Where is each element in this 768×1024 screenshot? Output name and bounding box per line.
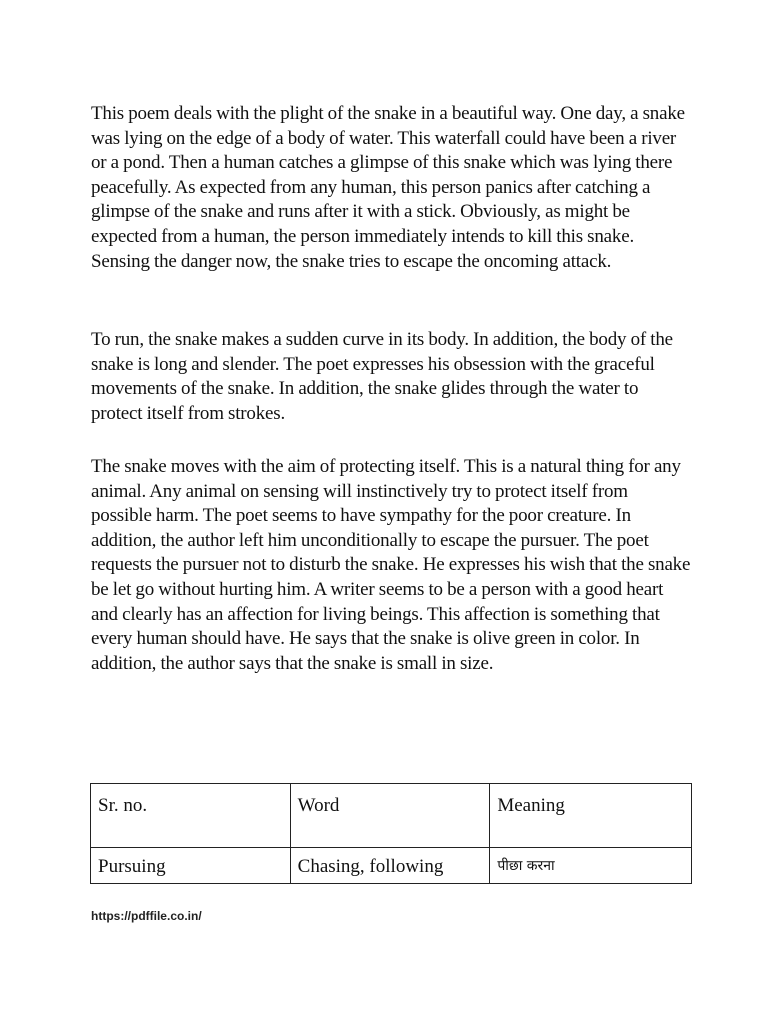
cell-word: Chasing, following (290, 848, 490, 884)
table-header-row (91, 784, 692, 848)
paragraph-summary-1: This poem deals with the plight of the snake in a beautiful way. One day, a snake was lying on the edge of a body of water. This waterfall could have been a river or a pond. Then a human catches a glimpse of this snake which was lying there peacefully. As expected from any human, this person panics after catching a glimpse of the snake and runs after it with a stick. Obviously, as might be expected from a human, the person immediately intends to kill this snake. Sensing the danger now, the snake tries to escape the oncoming attack. (91, 103, 685, 272)
header-sr-no: Sr. no. (91, 784, 291, 848)
header-meaning: Meaning (490, 784, 692, 848)
table-row (91, 848, 692, 884)
vocabulary-table (90, 783, 692, 884)
header-word: Word (290, 784, 490, 848)
cell-meaning: पीछा करना (490, 848, 692, 884)
source-link[interactable]: https://pdffile.co.in/ (91, 909, 202, 923)
cell-sr-no: Pursuing (91, 848, 291, 884)
paragraph-summary-3: The snake moves with the aim of protecting itself. This is a natural thing for any animal. Any animal on sensing will instinctively try to protect itself from possible harm. The poet seems to have sympathy for the poor creature. In addition, the author left him unconditionally to escape the pursuer. The poet requests the pursuer not to disturb the snake. He expresses his wish that the snake be let go without hurting him. A writer seems to be a person with a good heart and clearly has an affection for living beings. This affection is something that every human should have. He says that the snake is olive green in color. In addition, the author says that the snake is small in size. (91, 456, 691, 674)
paragraph-summary-2: To run, the snake makes a sudden curve in its body. In addition, the body of the snake is long and slender. The poet expresses his obsession with the graceful movements of the snake. In addition, the snake glides through the water to protect itself from strokes. (91, 329, 673, 424)
